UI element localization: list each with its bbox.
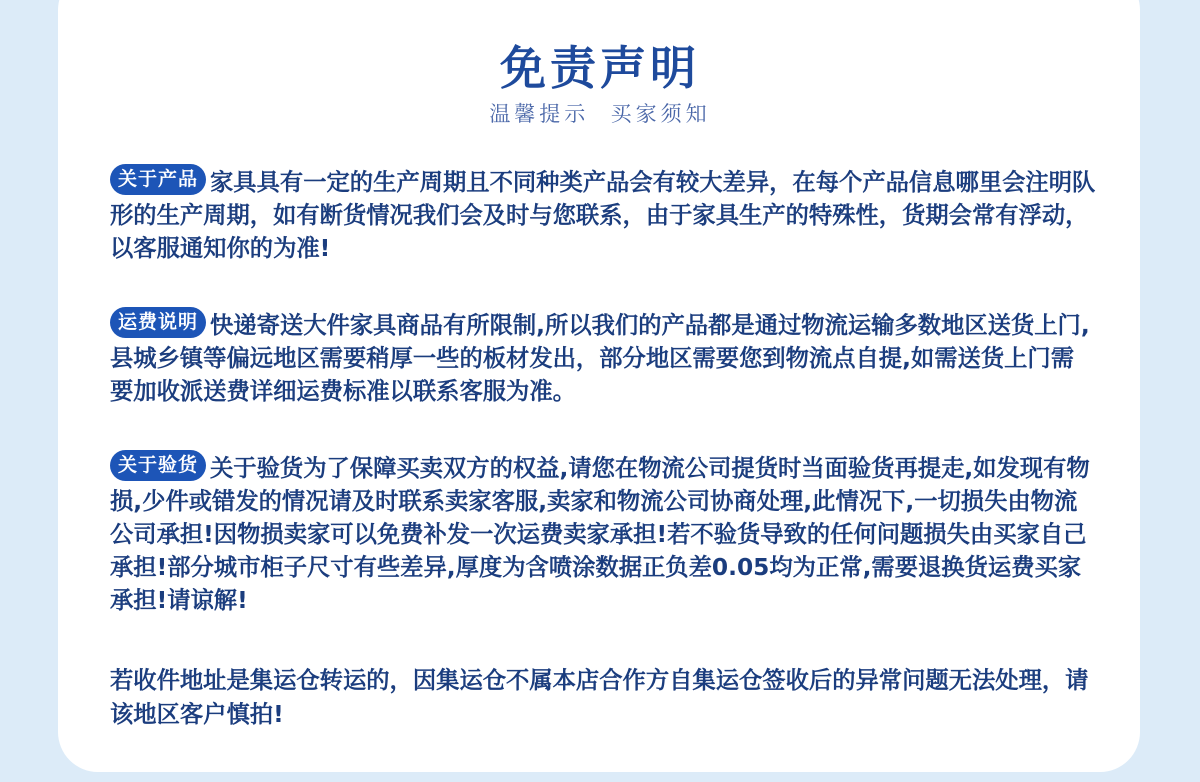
section-badge: 关于产品 — [110, 164, 206, 195]
section-shipping — [110, 309, 1096, 408]
section-badge: 运费说明 — [110, 307, 206, 338]
page-title: 免责声明 — [500, 41, 700, 95]
page-subtitle: 温馨提示 买家须知 — [489, 102, 711, 126]
section-text: 快递寄送大件家具商品有所限制,所以我们的产品都是通过物流运输多数地区送货上门,县城乡镇等偏远地区需要稍厚一些的板材发出，部分地区需要您到物流点自提,如需送货上门需要加收派送费详细运费标准以联系客服为准。 — [110, 312, 1090, 405]
section-inspection — [110, 452, 1096, 617]
section-badge: 关于验货 — [110, 450, 206, 481]
section-text: 家具具有一定的生产周期且不同种类产品会有较大差异，在每个产品信息哪里会注明队形的生产周期，如有断货情况我们会及时与您联系，由于家具生产的特殊性，货期会常有浮动，以客服通知你的为准! — [110, 169, 1096, 262]
section-text: 关于验货为了保障买卖双方的权益,请您在物流公司提货时当面验货再提走,如发现有物损,少件或错发的情况请及时联系卖家客服,卖家和物流公司协商处理,此情况下,一切损失由物流公司承担!因物损卖家可以免费补发一次运费卖家承担!若不验货导致的任何问题损失由买家自己承担!部分城市柜子尺寸有些差异,厚度为含喷涂数据正负差0.05均为正常,需要退换货运费买家承担!请谅解! — [110, 455, 1090, 614]
warehouse-notice: 若收件地址是集运仓转运的，因集运仓不属本店合作方自集运仓签收后的异常问题无法处理，请该地区客户慎拍! — [110, 667, 1089, 728]
section-product — [110, 166, 1096, 265]
